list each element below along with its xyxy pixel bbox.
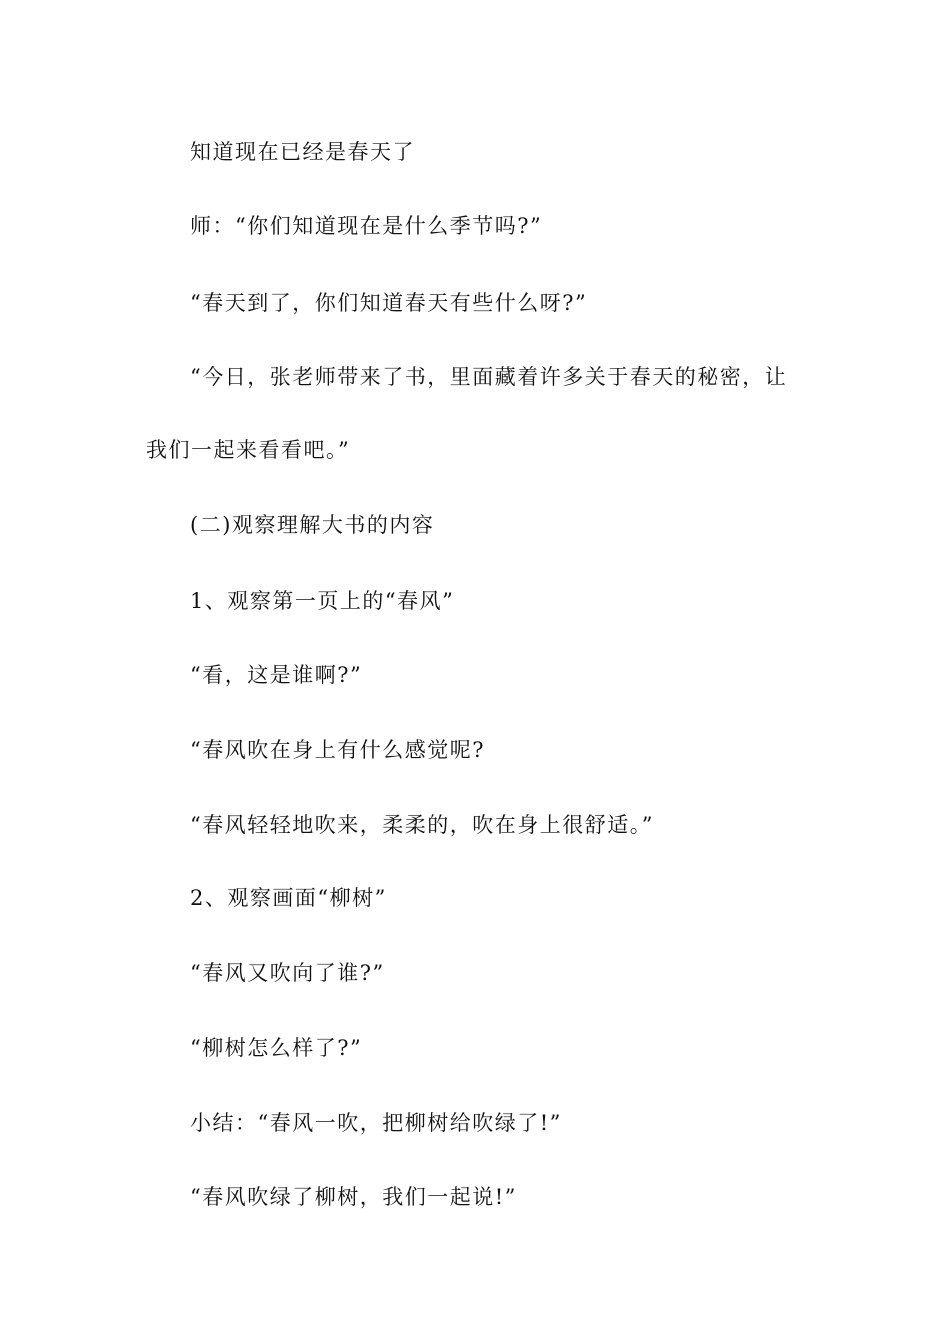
text-line-1: 知道现在已经是春天了 [190, 140, 415, 164]
section-heading: (二)观察理解大书的内容 [190, 513, 435, 537]
step-heading-1: 1、观察第一页上的“春风” [190, 589, 455, 613]
text-line-12: “春风又吹向了谁?” [190, 961, 385, 985]
text-line-9: “春风吹在身上有什么感觉呢? [190, 738, 485, 762]
text-line-3: “春天到了，你们知道春天有些什么呀?” [190, 291, 588, 315]
text-line-4: “今日，张老师带来了书，里面藏着许多关于春天的秘密，让 [190, 365, 788, 389]
text-line-15: “春风吹绿了柳树，我们一起说!” [190, 1185, 517, 1209]
text-line-10: “春风轻轻地吹来，柔柔的，吹在身上很舒适。” [190, 813, 654, 837]
text-line-2: 师：“你们知道现在是什么季节吗?” [190, 214, 543, 238]
text-line-5: 我们一起来看看吧。” [146, 438, 351, 462]
summary-line: 小结：“春风一吹，把柳树给吹绿了!” [190, 1111, 562, 1135]
text-line-13: “柳树怎么样了?” [190, 1036, 363, 1060]
step-heading-2: 2、观察画面“柳树” [190, 886, 387, 910]
text-line-8: “看，这是谁啊?” [190, 663, 363, 687]
